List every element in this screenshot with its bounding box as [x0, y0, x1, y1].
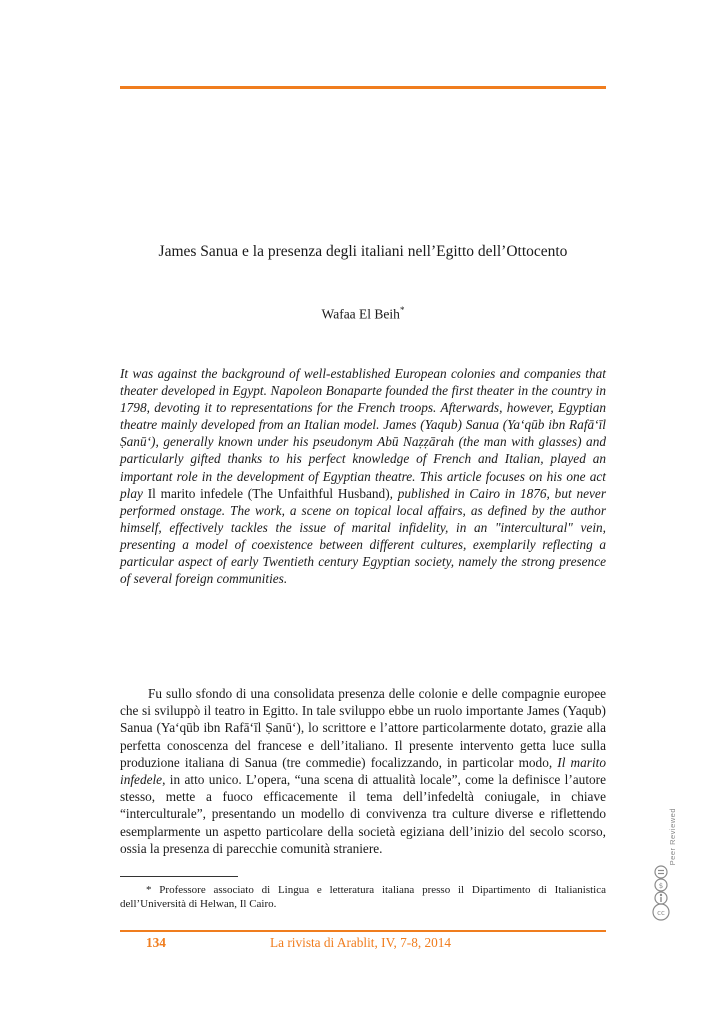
footer-rule	[120, 930, 606, 932]
peer-reviewed-text: Peer Reviewed	[668, 808, 677, 866]
body-paragraph	[120, 685, 606, 857]
author-name: Wafaa El Beih	[321, 306, 400, 322]
abstract-part1: It was against the background of well-established European colonies and companies that theater developed in Egypt. Napoleon Bonaparte founded the first theater in the country in 1798, devoting it to representations for the French troops. Afterwards, however, Egyptian theatre mainly developed from an Italian model. James (Yaqub) Sanua (Ya‘qūb ibn Rafā‘īl Ṣanū‘), generally known under his pseudonym Abū Naẓẓārah (the man with glasses) and particularly gifted thanks to his perfect knowledge of French and Italian, played an important role in the development of Egyptian theatre. This article focuses on his one act play	[120, 366, 606, 501]
body-part2: , in atto unico. L’opera, “una scena di attualità locale”, come la definisce l’autore stesso, mette a fuoco efficacemente il tema dell’infedeltà coniugale, in chiave “interculturale”, presentando un modello di convivenza tra culture diverse e riflettendo esemplarmente un aspetto particolare della società egiziana dell’inizio del secolo scorso, ossia la presenza di parecchie comunità straniere.	[120, 772, 606, 856]
article-title: James Sanua e la presenza degli italiani nell’Egitto dell’Ottocento	[158, 243, 568, 260]
footnote-separator	[120, 876, 238, 877]
svg-text:cc: cc	[657, 909, 665, 917]
footnote: * Professore associato di Lingua e letteratura italiana presso il Dipartimento di Italianistica dell’Università di Helwan, Il Cairo.	[120, 884, 606, 910]
author-footnote-mark[interactable]: *	[399, 305, 405, 315]
body-italic-title: Il marito infedele	[120, 754, 606, 788]
abstract	[120, 365, 606, 587]
author-line	[120, 305, 606, 323]
header-rule	[120, 86, 606, 89]
abstract-part2: , published in Cairo in 1876, but never performed onstage. The work, a scene on topical local affairs, as defined by the author himself, effectively tackles the issue of marital infidelity, in an "intercultural" vein, presenting a model of coexistence between different cultures, exemplarily reflecting a particular aspect of early Twentieth century Egyptian society, namely the strong presence of several foreign communities.	[120, 485, 607, 587]
cc-by-nc-nd-icon[interactable]	[650, 864, 672, 922]
page-number: 134	[146, 935, 166, 950]
abstract-play-title: Il marito infedele (The Unfaithful Husband)	[147, 485, 390, 501]
peer-reviewed-label	[668, 808, 682, 868]
body-part1: Fu sullo sfondo di una consolidata presenza delle colonie e delle compagnie europee che si sviluppò il teatro in Egitto. In tale sviluppo ebbe un ruolo importante James (Yaqub) Sanua (Ya‘qūb ibn Rafā‘īl Ṣanū‘), lo scrittore e l’attore particolarmente dotato, grazie alla perfetta conoscenza del francese e dell’italiano. Il presente intervento getta luce sulla produzione italiana di Sanua (tre commedie) focalizzando, in particolar modo,	[120, 686, 606, 770]
journal-citation: La rivista di Arablit, IV, 7-8, 2014	[270, 935, 452, 950]
svg-text:$: $	[658, 882, 664, 890]
